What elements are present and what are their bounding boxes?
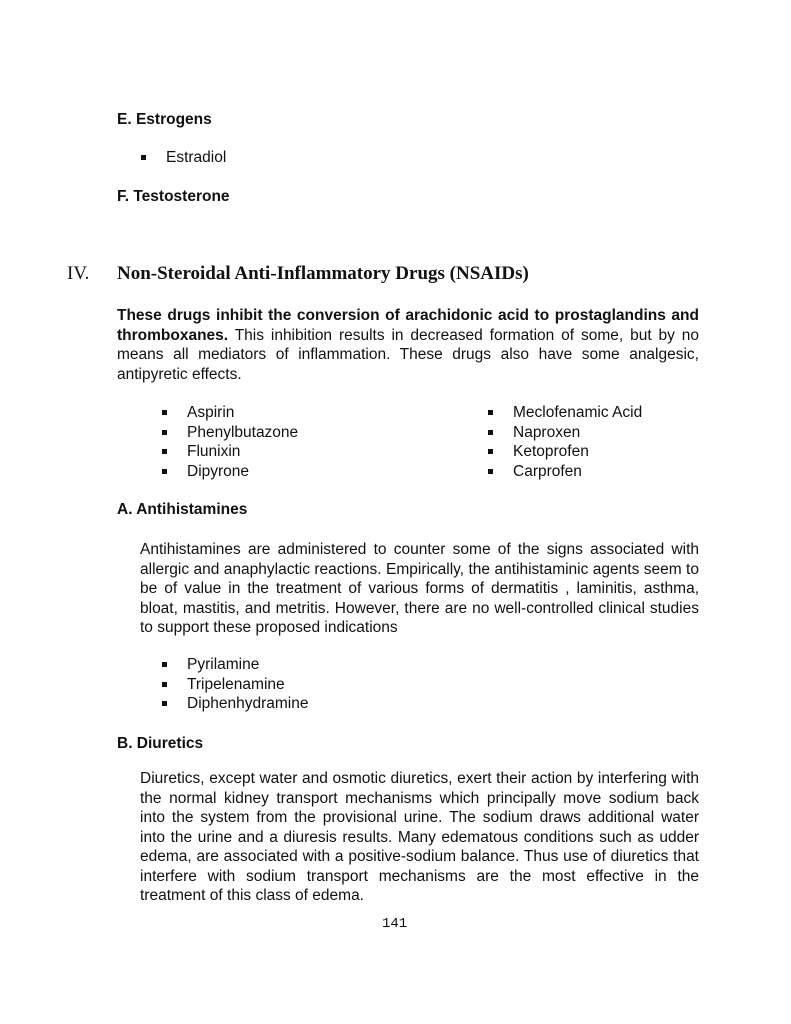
list-item-label: Meclofenamic Acid [513,404,643,421]
heading-antihistamines: A. Antihistamines [117,501,248,518]
bullet-icon [162,662,167,667]
intro-rest-text: This inhibition results in decreased formation of some, but by no means all mediators of inflammation. These drugs also have some analgesic, antipyretic effects. [117,326,699,383]
list-item-label: Dipyrone [187,462,250,480]
list-item-label: Phenylbutazone [187,423,299,441]
list-item-label: Ketoprofen [513,443,589,460]
bullet-icon [162,430,167,435]
heading-estrogens: E. Estrogens [117,111,212,128]
section-title: Non-Steroidal Anti-Inflammatory Drugs (NSAIDs) [117,263,529,284]
bullet-icon [162,449,167,454]
page-number: 141 [382,916,408,932]
list-item-label: Diphenhydramine [187,695,309,712]
section-number: IV. [67,263,90,284]
bullet-icon [162,469,167,474]
antihistamines-paragraph: Antihistamines are administered to counter some of the signs associated with allergic and anaphylactic reactions. Empirically, the antihistaminic agents seem to be of value in the treatment of various forms of dermatitis , laminitis, asthma, bloat, mastitis, and metritis. However, there are no well-controlled clinical studies to support these proposed indications [140,541,699,636]
bullet-icon [162,682,167,687]
list-item-label: Estradiol [166,149,227,166]
bullet-icon [162,410,167,415]
list-item-label: Carprofen [513,462,582,480]
intro-bold-text: These drugs inhibit the conversion of arachidonic acid to prostaglandins and thromboxanes. [117,307,699,344]
bullet-icon [488,410,493,415]
diuretics-paragraph: Diuretics, except water and osmotic diuretics, exert their action by interfering with the normal kidney transport mechanisms which principally move sodium back into the system from the provisional urine. The sodium draws additional water into the urine and a diuresis results. Many edematous conditions such as udder edema, are associated with a positive-sodium balance. Thus use of diuretics that interfere with sodium transport mechanisms are the most effective in the treatment of this class of edema. [140,770,699,904]
heading-testosterone: F. Testosterone [117,188,230,205]
bullet-icon [141,155,146,160]
list-item-label: Naproxen [513,423,581,441]
bullet-icon [488,430,493,435]
bullet-icon [488,469,493,474]
bullet-icon [162,701,167,706]
bullet-icon [488,449,493,454]
list-item-label: Aspirin [187,404,235,421]
list-item-label: Flunixin [187,443,241,460]
heading-diuretics: B. Diuretics [117,735,204,752]
list-item-label: Tripelenamine [187,675,285,693]
nsaid-intro-paragraph [117,306,699,384]
list-item-label: Pyrilamine [187,656,260,673]
